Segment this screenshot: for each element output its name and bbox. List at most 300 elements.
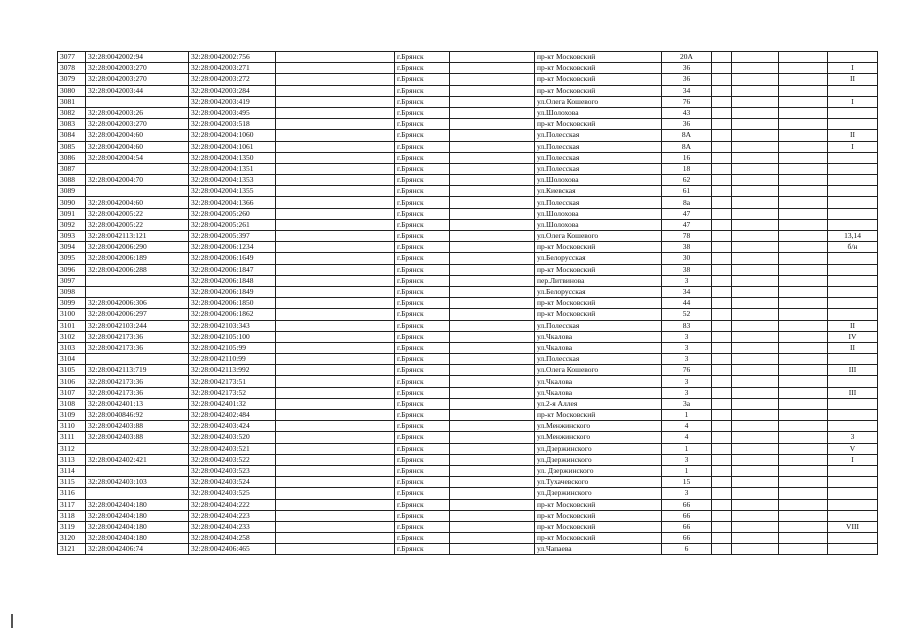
table-row [58,175,878,186]
row-number: 3082 [58,107,86,118]
empty-cell [732,85,779,96]
empty-cell [450,275,535,286]
parcel-cadastral-number: 32:28:0042103:244 [86,320,189,331]
empty-cell [779,376,828,387]
premises-number [828,309,878,320]
premises-number: V [828,443,878,454]
empty-cell [732,365,779,376]
parcel-cadastral-number: 32:28:0042003:26 [86,107,189,118]
empty-cell [732,275,779,286]
row-number: 3096 [58,264,86,275]
city: г.Брянск [395,410,450,421]
empty-cell [732,208,779,219]
parcel-cadastral-number: 32:28:0042006:288 [86,264,189,275]
city: г.Брянск [395,510,450,521]
empty-cell [712,286,732,297]
empty-cell [732,96,779,107]
row-number: 3108 [58,398,86,409]
premises-number: III [828,387,878,398]
table-row [58,286,878,297]
object-cadastral-number: 32:28:0042006:1862 [189,309,276,320]
empty-cell [779,141,828,152]
empty-cell [779,119,828,130]
registry-table [57,51,878,555]
empty-cell [779,264,828,275]
house-number: 66 [662,533,712,544]
premises-number: I [828,96,878,107]
table-row [58,354,878,365]
house-number: 66 [662,499,712,510]
house-number: 1 [662,465,712,476]
parcel-cadastral-number [86,443,189,454]
house-number: 8А [662,130,712,141]
street: пр-кт Московский [535,410,662,421]
empty-cell [732,410,779,421]
street: ул.Белорусская [535,253,662,264]
empty-cell [732,309,779,320]
empty-cell [276,208,395,219]
parcel-cadastral-number: 32:28:0042004:54 [86,152,189,163]
parcel-cadastral-number: 32:28:0042003:270 [86,74,189,85]
table-row [58,264,878,275]
premises-number [828,533,878,544]
empty-cell [779,331,828,342]
table-row [58,488,878,499]
row-number: 3114 [58,465,86,476]
empty-cell [732,253,779,264]
premises-number: 3 [828,432,878,443]
parcel-cadastral-number: 32:28:0042403:103 [86,477,189,488]
city: г.Брянск [395,152,450,163]
table-row [58,521,878,532]
empty-cell [732,544,779,555]
empty-cell [712,52,732,63]
city: г.Брянск [395,320,450,331]
row-number: 3078 [58,63,86,74]
empty-cell [276,197,395,208]
parcel-cadastral-number [86,354,189,365]
row-number: 3092 [58,219,86,230]
table-row [58,208,878,219]
empty-cell [712,443,732,454]
table-row [58,163,878,174]
house-number: 8а [662,197,712,208]
empty-cell [779,163,828,174]
street: пр-кт Московский [535,85,662,96]
table-row [58,152,878,163]
empty-cell [732,432,779,443]
empty-cell [732,298,779,309]
table-row [58,141,878,152]
empty-cell [779,63,828,74]
empty-cell [450,309,535,320]
row-number: 3105 [58,365,86,376]
empty-cell [450,219,535,230]
row-number: 3091 [58,208,86,219]
street: пр-кт Московский [535,298,662,309]
object-cadastral-number: 32:28:0042002:756 [189,52,276,63]
empty-cell [779,488,828,499]
object-cadastral-number: 32:28:0042403:524 [189,477,276,488]
street: ул.Олега Кошевого [535,365,662,376]
object-cadastral-number: 32:28:0042003:518 [189,119,276,130]
street: ул.Полесская [535,354,662,365]
object-cadastral-number: 32:28:0042003:495 [189,107,276,118]
house-number: 52 [662,309,712,320]
empty-cell [450,331,535,342]
row-number: 3093 [58,231,86,242]
table-row [58,107,878,118]
empty-cell [276,275,395,286]
table-row [58,63,878,74]
city: г.Брянск [395,141,450,152]
parcel-cadastral-number: 32:28:0042006:306 [86,298,189,309]
city: г.Брянск [395,119,450,130]
parcel-cadastral-number: 32:28:0042404:180 [86,521,189,532]
empty-cell [276,186,395,197]
house-number: 47 [662,208,712,219]
object-cadastral-number: 32:28:0042404:222 [189,499,276,510]
street: пр-кт Московский [535,63,662,74]
empty-cell [712,398,732,409]
parcel-cadastral-number: 32:28:0042173:36 [86,342,189,353]
empty-cell [712,119,732,130]
parcel-cadastral-number: 32:28:0042173:36 [86,387,189,398]
premises-number: VIII [828,521,878,532]
empty-cell [276,152,395,163]
city: г.Брянск [395,354,450,365]
empty-cell [732,163,779,174]
empty-cell [779,410,828,421]
empty-cell [450,141,535,152]
empty-cell [450,298,535,309]
street: ул.Полесская [535,141,662,152]
object-cadastral-number: 32:28:0042004:1355 [189,186,276,197]
empty-cell [779,533,828,544]
table-row [58,477,878,488]
object-cadastral-number: 32:28:0042404:258 [189,533,276,544]
house-number: 47 [662,219,712,230]
empty-cell [712,544,732,555]
row-number: 3117 [58,499,86,510]
object-cadastral-number: 32:28:0042004:1060 [189,130,276,141]
parcel-cadastral-number: 32:28:0042004:60 [86,197,189,208]
city: г.Брянск [395,231,450,242]
house-number: 3 [662,331,712,342]
empty-cell [712,533,732,544]
parcel-cadastral-number: 32:28:0042003:270 [86,63,189,74]
house-number: 15 [662,477,712,488]
empty-cell [276,331,395,342]
city: г.Брянск [395,454,450,465]
row-number: 3104 [58,354,86,365]
empty-cell [450,342,535,353]
empty-cell [712,365,732,376]
parcel-cadastral-number: 32:28:0042005:22 [86,219,189,230]
house-number: 16 [662,152,712,163]
city: г.Брянск [395,52,450,63]
table-row [58,231,878,242]
empty-cell [276,454,395,465]
parcel-cadastral-number: 32:28:0042004:60 [86,130,189,141]
row-number: 3103 [58,342,86,353]
row-number: 3081 [58,96,86,107]
city: г.Брянск [395,96,450,107]
empty-cell [712,376,732,387]
row-number: 3085 [58,141,86,152]
empty-cell [779,387,828,398]
row-number: 3087 [58,163,86,174]
scan-edge-mark [11,614,13,628]
empty-cell [276,510,395,521]
city: г.Брянск [395,544,450,555]
empty-cell [712,63,732,74]
empty-cell [712,521,732,532]
table-row [58,298,878,309]
house-number: 66 [662,510,712,521]
table-row [58,186,878,197]
empty-cell [732,320,779,331]
premises-number [828,499,878,510]
empty-cell [276,163,395,174]
object-cadastral-number: 32:28:0042401:32 [189,398,276,409]
object-cadastral-number: 32:28:0042003:419 [189,96,276,107]
street: ул.Белорусская [535,286,662,297]
city: г.Брянск [395,253,450,264]
empty-cell [712,242,732,253]
empty-cell [712,186,732,197]
parcel-cadastral-number: 32:28:0042006:290 [86,242,189,253]
parcel-cadastral-number: 32:28:0042404:180 [86,499,189,510]
street: пр-кт Московский [535,242,662,253]
house-number: 78 [662,231,712,242]
parcel-cadastral-number: 32:28:0042401:13 [86,398,189,409]
street: ул.Дзержинского [535,454,662,465]
street: пр-кт Московский [535,264,662,275]
empty-cell [276,320,395,331]
empty-cell [276,63,395,74]
empty-cell [276,264,395,275]
empty-cell [779,544,828,555]
row-number: 3084 [58,130,86,141]
street: ул.Шолохова [535,219,662,230]
empty-cell [450,521,535,532]
house-number: 34 [662,85,712,96]
empty-cell [732,175,779,186]
empty-cell [276,365,395,376]
empty-cell [732,387,779,398]
premises-number: IV [828,331,878,342]
empty-cell [779,286,828,297]
empty-cell [276,74,395,85]
empty-cell [712,454,732,465]
empty-cell [779,197,828,208]
house-number: 3 [662,354,712,365]
empty-cell [450,488,535,499]
parcel-cadastral-number: 32:28:0042402:421 [86,454,189,465]
city: г.Брянск [395,376,450,387]
empty-cell [779,107,828,118]
empty-cell [779,342,828,353]
street: пр-кт Московский [535,74,662,85]
house-number: 20А [662,52,712,63]
empty-cell [732,477,779,488]
house-number: 1 [662,443,712,454]
empty-cell [276,488,395,499]
premises-number [828,275,878,286]
empty-cell [779,253,828,264]
empty-cell [779,208,828,219]
empty-cell [732,510,779,521]
empty-cell [712,264,732,275]
premises-number [828,510,878,521]
premises-number [828,286,878,297]
empty-cell [276,533,395,544]
city: г.Брянск [395,175,450,186]
table-row [58,510,878,521]
table-row [58,443,878,454]
table-row [58,219,878,230]
empty-cell [450,320,535,331]
object-cadastral-number: 32:28:0042103:343 [189,320,276,331]
city: г.Брянск [395,298,450,309]
empty-cell [450,85,535,96]
table-row [58,398,878,409]
empty-cell [712,152,732,163]
street: ул.Чкалова [535,376,662,387]
city: г.Брянск [395,365,450,376]
empty-cell [450,197,535,208]
city: г.Брянск [395,197,450,208]
house-number: 3 [662,387,712,398]
object-cadastral-number: 32:28:0042403:522 [189,454,276,465]
object-cadastral-number: 32:28:0042404:233 [189,521,276,532]
city: г.Брянск [395,309,450,320]
empty-cell [712,410,732,421]
empty-cell [779,242,828,253]
premises-number: 13,14 [828,231,878,242]
empty-cell [276,175,395,186]
table-row [58,365,878,376]
empty-cell [276,398,395,409]
parcel-cadastral-number: 32:28:0042403:88 [86,432,189,443]
empty-cell [276,544,395,555]
empty-cell [450,253,535,264]
object-cadastral-number: 32:28:0042003:284 [189,85,276,96]
empty-cell [450,96,535,107]
parcel-cadastral-number: 32:28:0042404:180 [86,510,189,521]
object-cadastral-number: 32:28:0042005:397 [189,231,276,242]
city: г.Брянск [395,163,450,174]
premises-number [828,544,878,555]
empty-cell [732,63,779,74]
city: г.Брянск [395,521,450,532]
premises-number [828,465,878,476]
house-number: 30 [662,253,712,264]
street: пр-кт Московский [535,499,662,510]
empty-cell [779,175,828,186]
empty-cell [732,421,779,432]
street: ул.Менжинского [535,432,662,443]
empty-cell [712,510,732,521]
parcel-cadastral-number: 32:28:0042173:36 [86,376,189,387]
table-row [58,309,878,320]
empty-cell [276,443,395,454]
parcel-cadastral-number: 32:28:0042004:60 [86,141,189,152]
house-number: 38 [662,242,712,253]
empty-cell [732,119,779,130]
empty-cell [276,410,395,421]
parcel-cadastral-number: 32:28:0042113:719 [86,365,189,376]
house-number: 76 [662,365,712,376]
house-number: 3 [662,275,712,286]
empty-cell [712,477,732,488]
premises-number [828,163,878,174]
empty-cell [779,52,828,63]
city: г.Брянск [395,421,450,432]
table-row [58,275,878,286]
empty-cell [450,152,535,163]
row-number: 3086 [58,152,86,163]
row-number: 3119 [58,521,86,532]
empty-cell [712,387,732,398]
table-row [58,74,878,85]
street: ул.Дзержинского [535,443,662,454]
empty-cell [276,96,395,107]
street: ул.Шолохова [535,107,662,118]
empty-cell [712,342,732,353]
street: ул.Олега Кошевого [535,96,662,107]
house-number: 66 [662,521,712,532]
empty-cell [712,107,732,118]
table-row [58,253,878,264]
empty-cell [276,219,395,230]
empty-cell [732,186,779,197]
parcel-cadastral-number: 32:28:0042006:297 [86,309,189,320]
table-row [58,331,878,342]
premises-number [828,186,878,197]
city: г.Брянск [395,85,450,96]
empty-cell [450,286,535,297]
empty-cell [732,354,779,365]
premises-number [828,107,878,118]
house-number: 36 [662,63,712,74]
empty-cell [712,85,732,96]
street: ул.Полесская [535,152,662,163]
empty-cell [732,465,779,476]
empty-cell [779,85,828,96]
empty-cell [276,52,395,63]
city: г.Брянск [395,186,450,197]
street: ул.Полесская [535,163,662,174]
empty-cell [732,398,779,409]
empty-cell [732,197,779,208]
object-cadastral-number: 32:28:0042004:1366 [189,197,276,208]
premises-number [828,488,878,499]
empty-cell [732,231,779,242]
house-number: 3а [662,398,712,409]
empty-cell [779,354,828,365]
empty-cell [779,309,828,320]
row-number: 3083 [58,119,86,130]
empty-cell [450,387,535,398]
city: г.Брянск [395,331,450,342]
empty-cell [779,477,828,488]
empty-cell [450,365,535,376]
row-number: 3115 [58,477,86,488]
parcel-cadastral-number: 32:28:0042403:88 [86,421,189,432]
empty-cell [779,320,828,331]
